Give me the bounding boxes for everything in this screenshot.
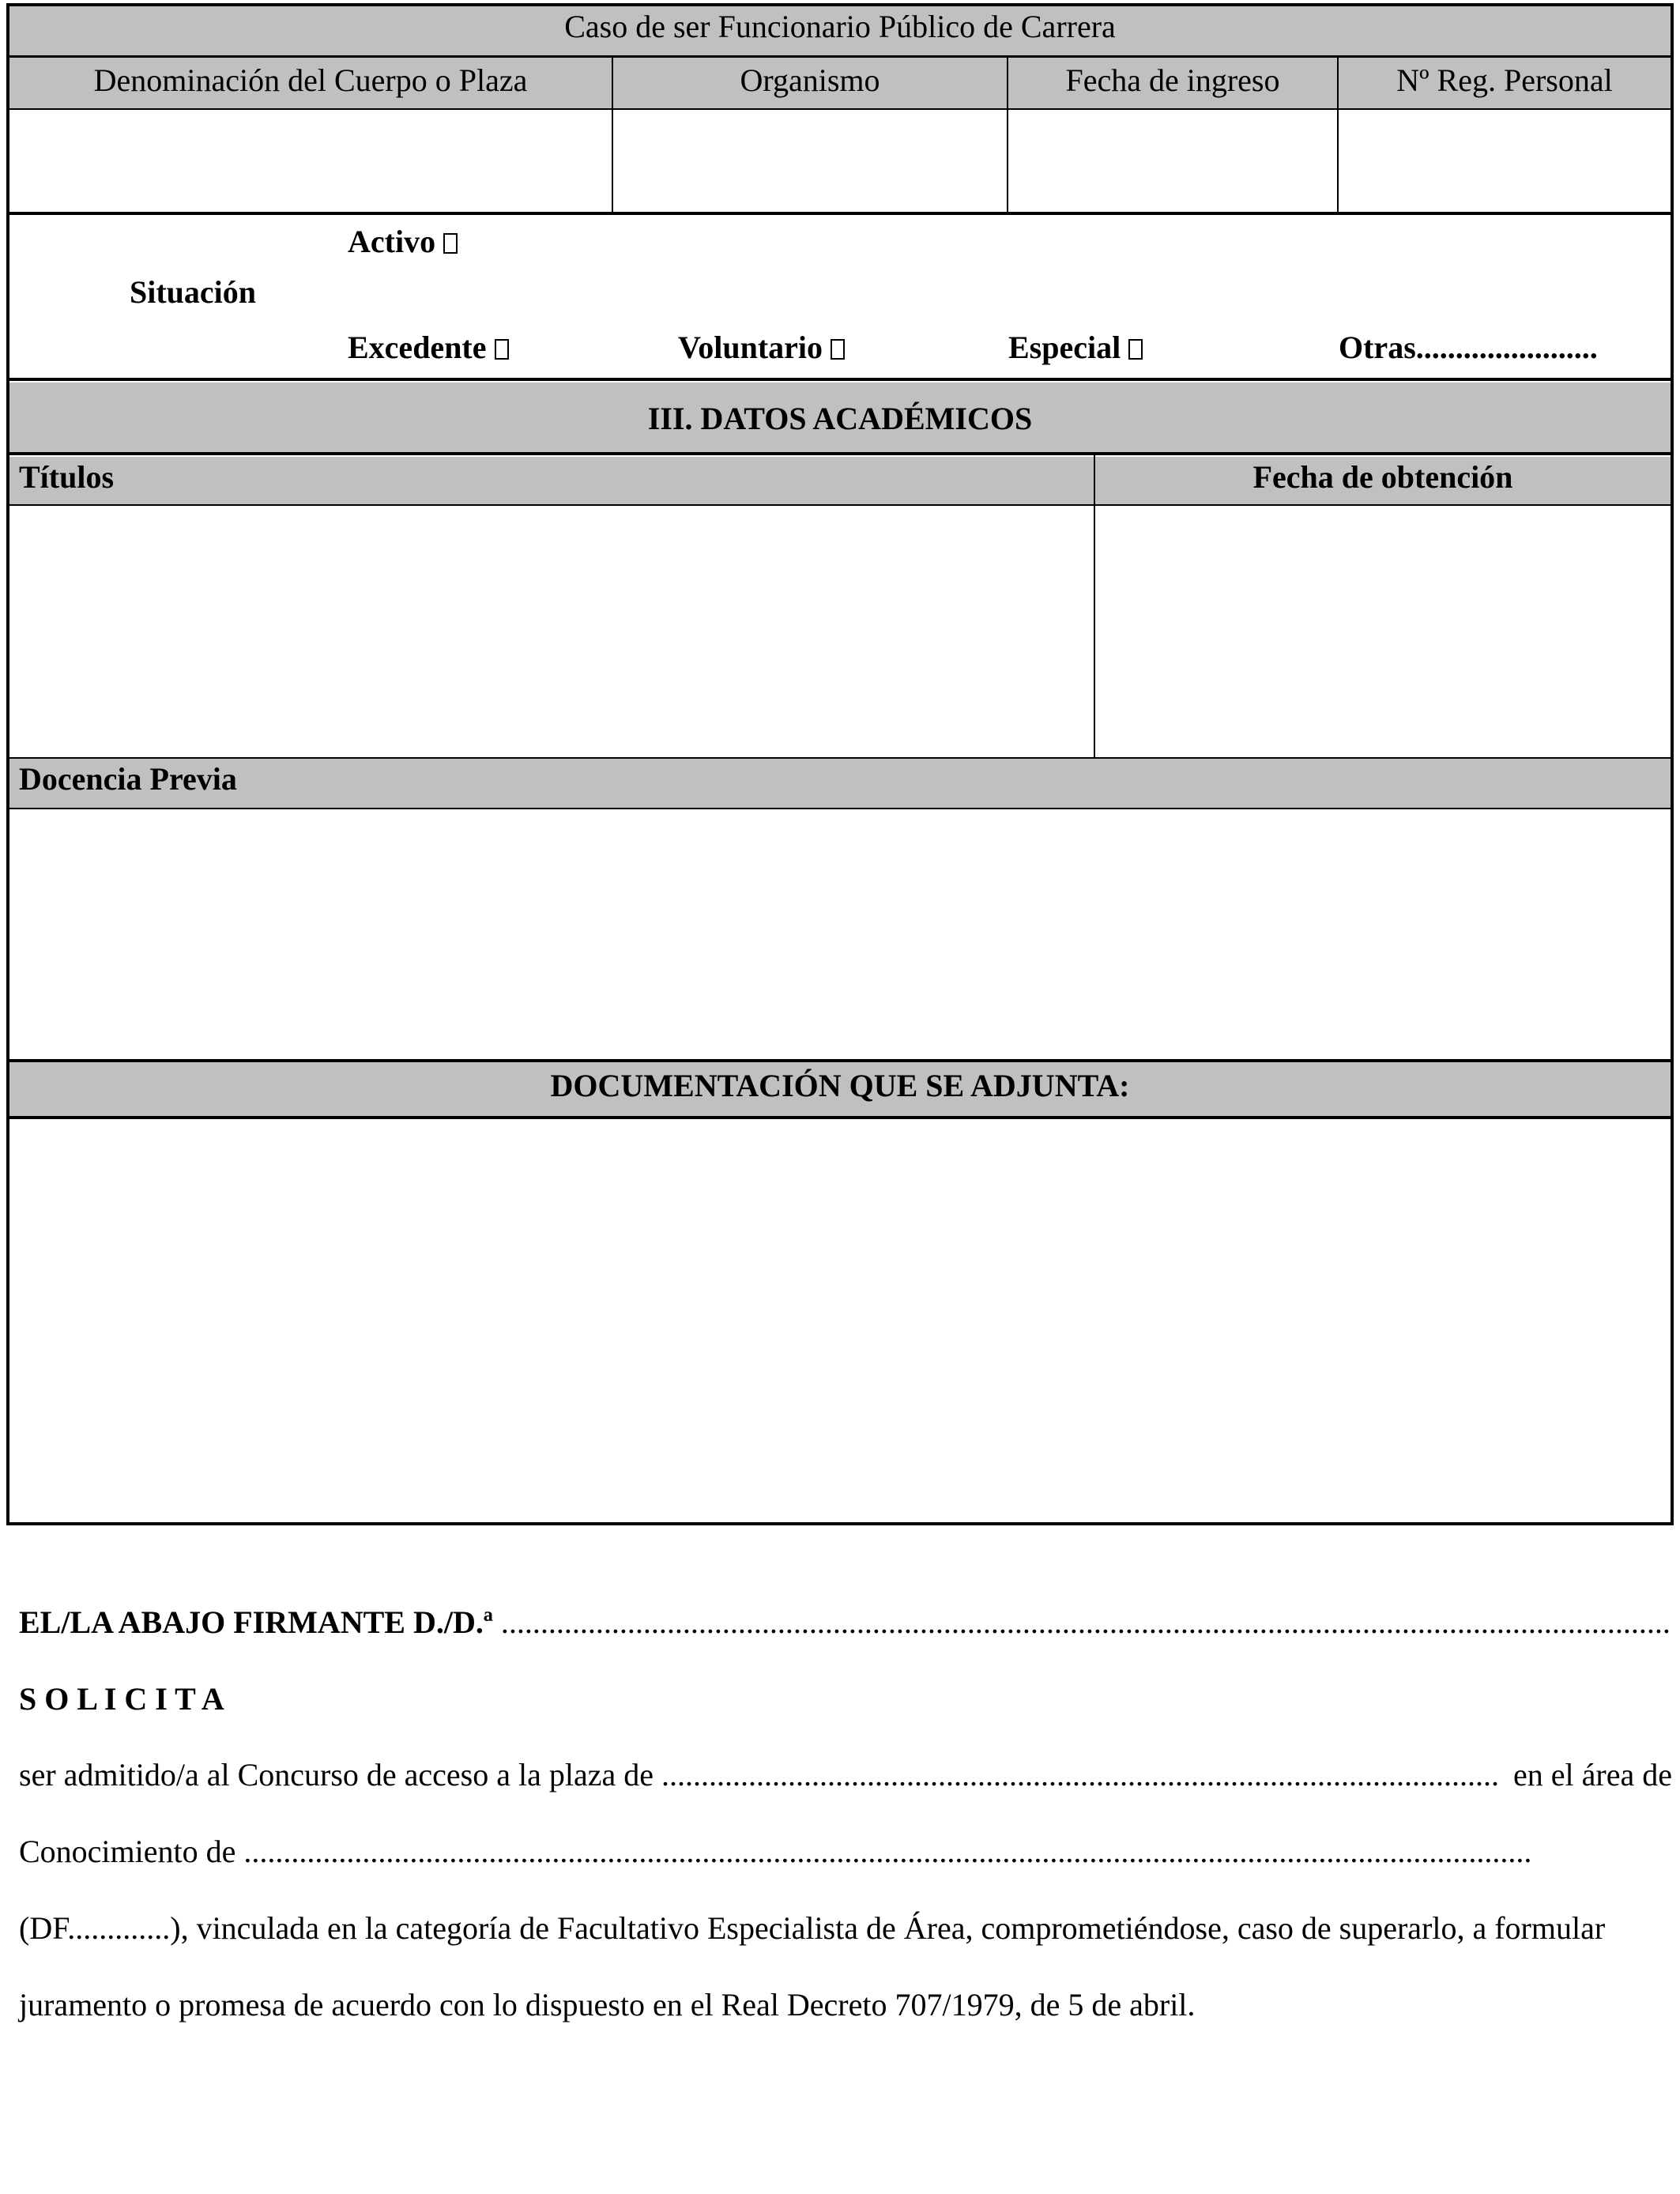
especial-label: Especial xyxy=(1008,330,1121,365)
denominacion-field[interactable] xyxy=(11,111,610,210)
voluntario-label: Voluntario xyxy=(678,330,823,365)
firmante-name-field[interactable]: .................................................................................................................................................... xyxy=(500,1604,1671,1640)
solicitud-line-4: juramento o promesa de acuerdo con lo dispuesto en el Real Decreto 707/1979, de 5 de abril. xyxy=(19,1987,1196,2022)
titulos-label: Títulos xyxy=(19,459,115,495)
option-voluntario[interactable] xyxy=(678,332,845,364)
column-denominacion: Denominación del Cuerpo o Plaza xyxy=(93,62,528,98)
activo-checkbox[interactable] xyxy=(443,233,458,254)
academicos-title: III. DATOS ACADÉMICOS xyxy=(647,401,1033,436)
solicita-heading: S O L I C I T A xyxy=(19,1681,224,1717)
column-reg-personal: Nº Reg. Personal xyxy=(1396,62,1613,98)
option-activo[interactable] xyxy=(348,226,458,258)
reg-personal-field[interactable] xyxy=(1340,111,1669,210)
organismo-field[interactable] xyxy=(615,111,1005,210)
documentacion-field[interactable] xyxy=(11,1121,1669,1521)
documentacion-title: DOCUMENTACIÓN QUE SE ADJUNTA: xyxy=(550,1068,1130,1103)
column-organismo: Organismo xyxy=(740,62,880,98)
fecha-obtencion-field[interactable] xyxy=(1097,507,1669,756)
funcionario-title: Caso de ser Funcionario Público de Carrera xyxy=(564,9,1116,44)
docencia-previa-field[interactable] xyxy=(11,811,1669,1057)
option-otras[interactable]: Otras....................... xyxy=(1339,330,1598,365)
firmante-label: EL/LA ABAJO FIRMANTE D./D.ª xyxy=(19,1604,493,1640)
excedente-checkbox[interactable] xyxy=(495,339,509,360)
option-excedente[interactable] xyxy=(348,332,509,364)
titulos-field[interactable] xyxy=(11,507,1092,756)
solicitud-line-1-end: en el área de xyxy=(1513,1757,1672,1793)
firmante-line xyxy=(19,1604,1671,1640)
fecha-obtencion-label: Fecha de obtención xyxy=(1252,459,1513,495)
column-fecha-ingreso: Fecha de ingreso xyxy=(1065,62,1280,98)
excedente-label: Excedente xyxy=(348,330,487,365)
activo-label: Activo xyxy=(348,224,436,259)
solicitud-line-3: (DF.............), vinculada en la categoría de Facultativo Especialista de Área, comprometiéndose, caso de superarlo, a formular xyxy=(19,1910,1606,1946)
situacion-label: Situación xyxy=(130,274,257,310)
solicitud-line-1: ser admitido/a al Concurso de acceso a la plaza de .......................................................................................................... xyxy=(19,1757,1499,1793)
fecha-ingreso-field[interactable] xyxy=(1010,111,1335,210)
voluntario-checkbox[interactable] xyxy=(831,339,845,360)
solicitud-line-2: Conocimiento de ................................................................................................................................................................... xyxy=(19,1834,1532,1869)
docencia-previa-label: Docencia Previa xyxy=(19,761,237,797)
especial-checkbox[interactable] xyxy=(1128,339,1143,360)
option-especial[interactable] xyxy=(1008,332,1143,364)
